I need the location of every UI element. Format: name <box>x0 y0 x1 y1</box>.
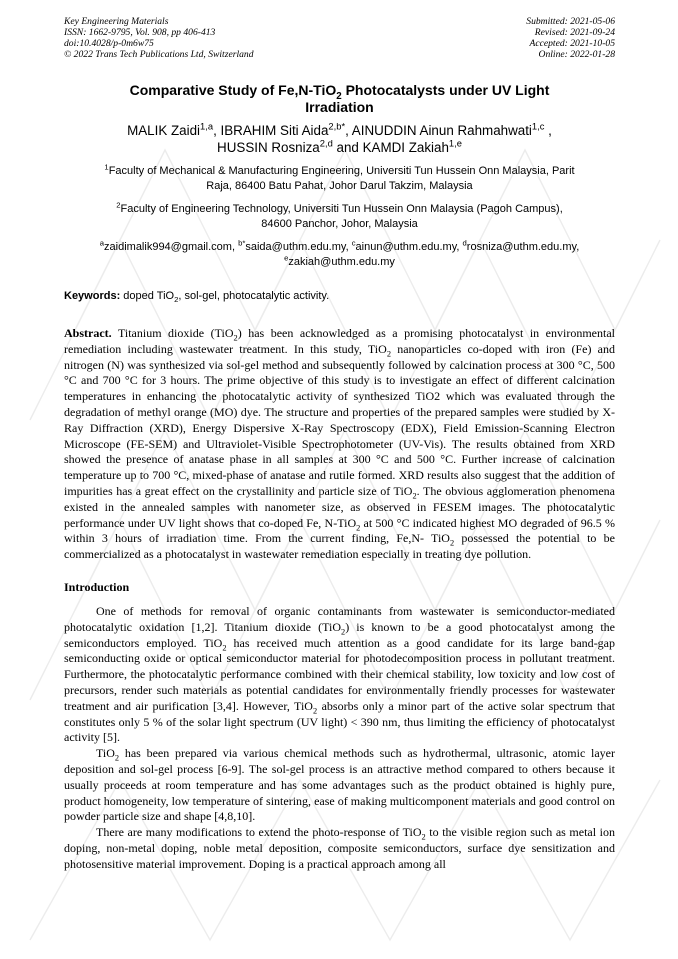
journal-copyright: © 2022 Trans Tech Publications Ltd, Switzerland <box>64 49 254 60</box>
date-accepted: Accepted: 2021-10-05 <box>529 38 615 49</box>
email-link[interactable]: rosniza@uthm.edu.my, <box>466 241 580 253</box>
date-online: Online: 2022-01-28 <box>538 49 615 60</box>
author-list: MALIK Zaidi$^{1,a}$, IBRAHIM Siti Aida$^{2,b*}$, AINUDDIN Ainun Rahmahwati$^{1,c}$ , HUSSIN Rosniza$^{2,d}$ and KAMDI Zakiah$^{1,e}$ <box>127 121 552 155</box>
journal-info <box>64 16 254 60</box>
publication-dates <box>526 16 615 60</box>
email-link[interactable]: zakiah@uthm.edu.my <box>288 256 395 268</box>
abstract-label: Abstract. <box>64 326 112 340</box>
email-link[interactable]: saida@uthm.edu.my, <box>245 241 352 253</box>
section-heading-introduction: Introduction <box>64 579 130 594</box>
author-emails: $^a$zaidimalik994@gmail.com, $^{b*}$saida@uthm.edu.my, $^c$ainun@uthm.edu.my, $^d$rosniza@uthm.edu.my, $^e$zakiah@uthm.edu.my <box>99 238 580 268</box>
keywords-label: Keywords: <box>64 290 121 302</box>
affiliation-1: $^1$Faculty of Mechanical & Manufacturing Engineering, Universiti Tun Hussein Onn Malaysia, Parit Raja, 86400 Batu Pahat, Johor Darul Takzim, Malaysia <box>104 162 575 192</box>
abstract: Abstract. Titanium dioxide (TiO$_2$) has been acknowledged as a promising photocatalyst in environmental remediation including wastewater treatment. In this study, TiO$_2$ nanoparticles co-doped with iron (Fe) and nitrogen (N) was synthesized via sol-gel method and subsequently followed by calcination process at 300 °C, 500 °C and 700 °C for 3 hours. The prime objective of this study is to investigate an effect of different calcination temperatures in enhancing the photocatalytic activity of synthesized TiO2 which was evaluated through the degradation of methyl orange (MO) dye. The structure and properties of the prepared samples were studied by X-Ray Diffraction (XRD), Energy Dispersive X-Ray Spectroscopy (EDX), Field Emission-Scanning Electron Microscope (FE-SEM) and Ultraviolet-Visible Spectrophotometer (UV-Vis). The results obtained from XRD showed the presence of anatase phase in all samples at 300 °C and 500 °C. Further increase of calcination temperature up to 700 °C, mixed-phase of anatase and rutile formed. XRD results also suggest that the addition of impurities has a great effect on the crystallinity and particle size of TiO$_2$. The obvious agglomeration phenomena existed in the annealed samples with nanometer size, as observed in FESEM images. The photocatalytic performance under UV light shows that co-doped Fe, N-TiO$_2$ at 500 °C indicated highest MO degraded of 96.5 % within 3 hours of irradiation time. From the current finding, Fe,N- TiO$_2$ possessed the potential to be commercialized as a photocatalyst in wastewater remediation especially in treating dye pollution. <box>64 326 616 562</box>
date-revised: Revised: 2021-09-24 <box>534 27 615 38</box>
affiliation-2: $^2$Faculty of Engineering Technology, Universiti Tun Hussein Onn Malaysia (Pagoh Campus), 84600 Panchor, Johor, Malaysia <box>116 200 563 230</box>
date-submitted: Submitted: 2021-05-06 <box>526 16 615 27</box>
intro-paragraph-3: There are many modifications to extend the photo-response of TiO$_2$ to the visible region such as metal ion doping, non-metal doping, noble metal deposition, composite semiconductors, surface dye sensitization and photosensitive material improvement. Doping is a practical approach among all <box>64 825 615 871</box>
keywords: Keywords: doped TiO$_2$, sol-gel, photocatalytic activity. <box>64 290 330 305</box>
paper-page <box>64 16 615 873</box>
email-link[interactable]: zaidimalik994@gmail.com, <box>104 241 239 253</box>
journal-doi: doi:10.4028/p-0m6w75 <box>64 38 154 49</box>
journal-header <box>64 16 615 60</box>
journal-issn: ISSN: 1662-9795, Vol. 908, pp 406-413 <box>64 27 216 38</box>
intro-paragraph-1: One of methods for removal of organic contaminants from wastewater is semiconductor-mediated photocatalytic oxidation [1,2]. Titanium dioxide (TiO$_2$) is known to be a good photocatalyst among the semiconductors employed. TiO$_2$ has received much attention as a good candidate for its large band-gap semiconducting oxide or optical semiconductor material for photodecomposition process in pollutant treatment. Furthermore, the photocatalytic performance combined with their chemical stability, low toxicity and low cost of precursors, render such materials as potential candidates for environmentally friendly processes for wastewater treatment and air purification [3,4]. However, TiO$_2$ absorbs only a minor part of the active solar spectrum that constitutes only 5 % of the solar light spectrum (UV light) < 390 nm, thus limiting the efficiency of photocatalyst activity [5]. <box>64 603 615 745</box>
email-link[interactable]: ainun@uthm.edu.my, <box>355 241 463 253</box>
paper-title: Comparative Study of Fe,N-TiO$_2$ Photocatalysts under UV Light Irradiation <box>129 82 550 115</box>
journal-name: Key Engineering Materials <box>64 16 169 27</box>
intro-paragraph-2: TiO$_2$ has been prepared via various chemical methods such as hydrothermal, ultrasonic, atomic layer deposition and sol-gel process [6-9]. The sol-gel process is an attractive method compared to others because it usually proceeds at room temperature and has some advantages such as the product obtained is highly pure, product homogeneity, low temperature of sintering, ease of making multicomponent materials and good control on powder particle size and shape [4,8,10]. <box>64 746 615 824</box>
